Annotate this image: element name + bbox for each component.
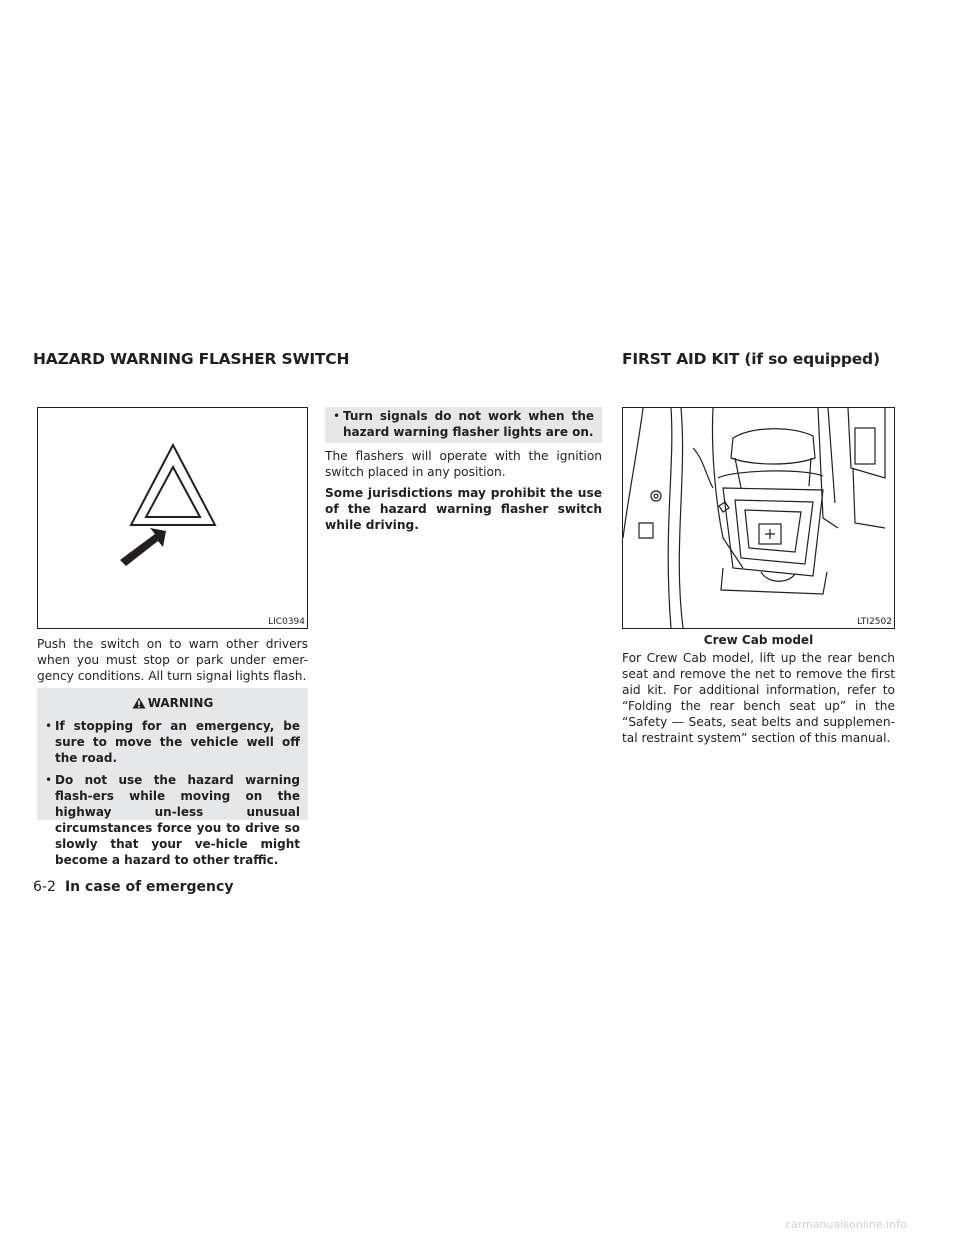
warning-list (37, 718, 308, 880)
warning-item: • If stopping for an emergency, be sure to move the vehicle well off the road. (45, 718, 300, 766)
warning-list-continued (325, 407, 602, 452)
page-number: 6-2 (33, 879, 56, 895)
warning-triangle-icon (132, 697, 146, 709)
watermark: carmanualsonline.info (785, 1218, 907, 1231)
figure-code: LIC0394 (268, 617, 305, 627)
ignition-paragraph: The flashers will operate with the ignition switch placed in any position. (325, 449, 602, 479)
first-aid-figure (622, 407, 895, 629)
first-aid-section-title: FIRST AID KIT (if so equipped) (622, 350, 880, 368)
jurisdiction-paragraph: Some jurisdictions may prohibit the use of the hazard warning flasher switch while driving. (325, 486, 602, 532)
hazard-intro-text: Push the switch on to warn other drivers when you must stop or park under emer-gency conditions. All turn signal lights flash. (37, 637, 308, 683)
warning-header (37, 688, 308, 718)
hazard-switch-figure (37, 407, 308, 629)
warning-box-continued (325, 407, 602, 443)
warning-label: WARNING (147, 696, 214, 710)
hazard-section-title: HAZARD WARNING FLASHER SWITCH (33, 350, 350, 368)
figure-caption: Crew Cab model (703, 633, 814, 647)
warning-item: • Do not use the hazard warning flash-ers while moving on the highway un-less unusual circumstances force you to drive so slowly that your ve-hicle might become a hazard to other traffic. (45, 772, 300, 868)
first-aid-text: For Crew Cab model, lift up the rear bench seat and remove the net to remove the first aid kit. For additional information, refer to “Folding the rear bench seat up” in the “Safety — Seats, seat belts and supplemen-tal restraint system” section of this manual. (622, 651, 895, 745)
figure-code: LTI2502 (857, 617, 892, 627)
warning-box (37, 688, 308, 867)
first-aid-kit-under-seat-illustration (623, 408, 894, 628)
warning-item: • Turn signals do not work when the hazard warning flasher lights are on. (333, 408, 594, 440)
hazard-triangle-switch-icon (38, 408, 307, 628)
chapter-title: In case of emergency (64, 879, 234, 895)
page-footer (33, 876, 233, 895)
